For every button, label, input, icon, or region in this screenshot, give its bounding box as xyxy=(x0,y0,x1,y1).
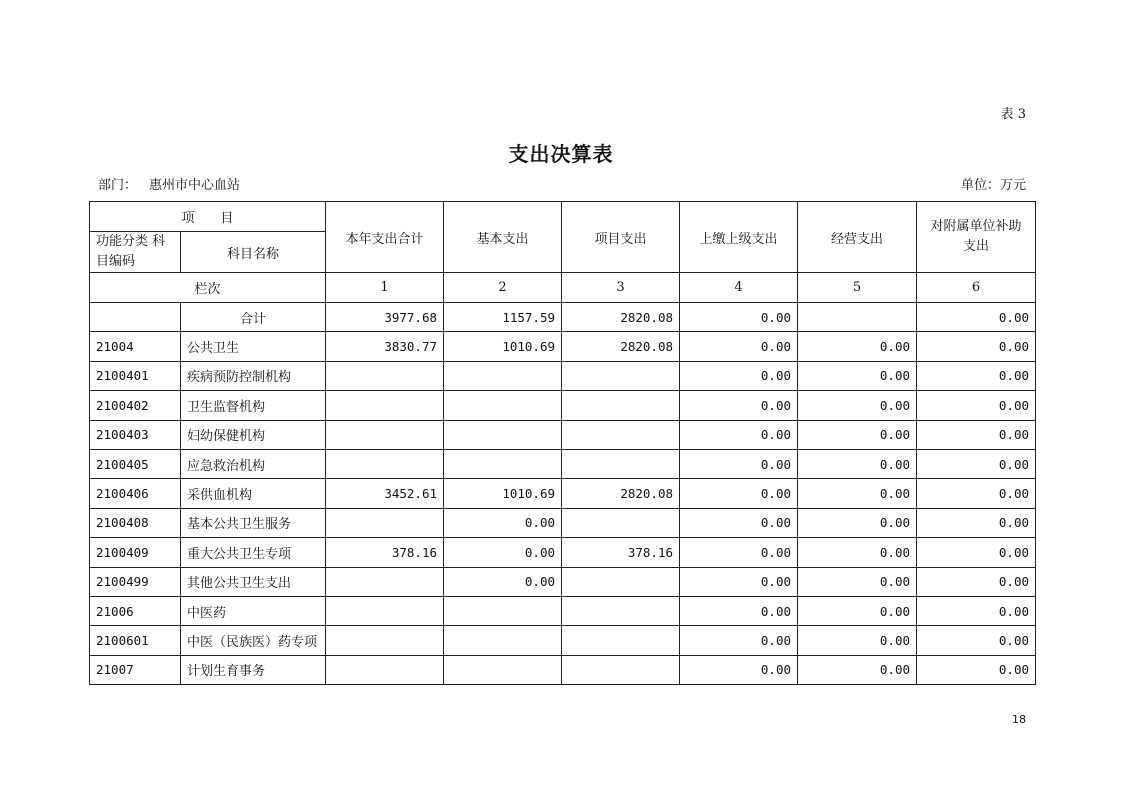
lanci-label: 栏次 xyxy=(90,273,326,303)
upper-cell: 0.00 xyxy=(680,420,798,449)
basic-cell xyxy=(444,361,562,390)
operating-cell: 0.00 xyxy=(798,626,917,655)
project-cell xyxy=(562,420,680,449)
unit-label: 单位：万元 xyxy=(960,178,1026,193)
basic-cell: 1010.69 xyxy=(444,332,562,361)
header-total: 本年支出合计 xyxy=(326,202,444,273)
upper-cell: 0.00 xyxy=(680,361,798,390)
upper-cell: 0.00 xyxy=(680,626,798,655)
basic-cell xyxy=(444,420,562,449)
total-cell xyxy=(326,508,444,537)
project-cell xyxy=(562,449,680,478)
project-cell xyxy=(562,391,680,420)
code-cell: 2100401 xyxy=(90,361,181,390)
col-number-4: 4 xyxy=(680,273,798,303)
operating-cell: 0.00 xyxy=(798,449,917,478)
upper-cell: 0.00 xyxy=(680,508,798,537)
subsidy-cell: 0.00 xyxy=(917,391,1036,420)
col-number-1: 1 xyxy=(326,273,444,303)
upper-cell: 0.00 xyxy=(680,391,798,420)
table-number: 表 3 xyxy=(1000,107,1026,122)
col-number-6: 6 xyxy=(917,273,1036,303)
basic-cell: 0.00 xyxy=(444,538,562,567)
total-cell xyxy=(326,449,444,478)
header-name: 科目名称 xyxy=(181,232,326,273)
name-cell: 计划生育事务 xyxy=(181,655,326,684)
subsidy-cell: 0.00 xyxy=(917,361,1036,390)
header-item: 项 目 xyxy=(90,202,326,232)
project-cell: 2820.08 xyxy=(562,479,680,508)
name-cell: 卫生监督机构 xyxy=(181,391,326,420)
header-row-1 xyxy=(90,202,1036,232)
subsidy-cell: 0.00 xyxy=(917,596,1036,625)
total-cell xyxy=(326,420,444,449)
project-cell xyxy=(562,626,680,655)
table-row xyxy=(90,626,1036,655)
total-cell xyxy=(326,391,444,420)
subsidy-cell: 0.00 xyxy=(917,626,1036,655)
header-project: 项目支出 xyxy=(562,202,680,273)
project-cell xyxy=(562,655,680,684)
header-code: 功能分类 科目编码 xyxy=(90,232,181,273)
code-cell: 21006 xyxy=(90,596,181,625)
table-row xyxy=(90,391,1036,420)
operating-cell: 0.00 xyxy=(798,420,917,449)
name-cell: 合计 xyxy=(181,303,326,332)
subsidy-cell: 0.00 xyxy=(917,449,1036,478)
code-cell: 2100409 xyxy=(90,538,181,567)
table-row xyxy=(90,508,1036,537)
total-cell: 378.16 xyxy=(326,538,444,567)
basic-cell: 1157.59 xyxy=(444,303,562,332)
name-cell: 应急救治机构 xyxy=(181,449,326,478)
operating-cell: 0.00 xyxy=(798,655,917,684)
col-number-5: 5 xyxy=(798,273,917,303)
basic-cell xyxy=(444,449,562,478)
table-row xyxy=(90,655,1036,684)
code-cell: 2100405 xyxy=(90,449,181,478)
total-cell xyxy=(326,626,444,655)
total-cell: 3830.77 xyxy=(326,332,444,361)
total-cell: 3977.68 xyxy=(326,303,444,332)
table-row xyxy=(90,332,1036,361)
project-cell: 2820.08 xyxy=(562,303,680,332)
project-cell xyxy=(562,508,680,537)
project-cell: 2820.08 xyxy=(562,332,680,361)
table-row xyxy=(90,567,1036,596)
project-cell: 378.16 xyxy=(562,538,680,567)
total-cell: 3452.61 xyxy=(326,479,444,508)
table-row xyxy=(90,596,1036,625)
total-cell xyxy=(326,361,444,390)
operating-cell: 0.00 xyxy=(798,361,917,390)
subsidy-cell: 0.00 xyxy=(917,420,1036,449)
table-row xyxy=(90,538,1036,567)
basic-cell xyxy=(444,655,562,684)
project-cell xyxy=(562,567,680,596)
expenditure-table xyxy=(89,201,1036,685)
header-subsidy: 对附属单位补助 支出 xyxy=(917,202,1036,273)
total-cell xyxy=(326,655,444,684)
code-cell: 2100408 xyxy=(90,508,181,537)
code-cell: 2100406 xyxy=(90,479,181,508)
lanci-row xyxy=(90,273,1036,303)
code-cell: 2100402 xyxy=(90,391,181,420)
subsidy-cell: 0.00 xyxy=(917,538,1036,567)
operating-cell: 0.00 xyxy=(798,596,917,625)
code-cell: 2100403 xyxy=(90,420,181,449)
operating-cell: 0.00 xyxy=(798,567,917,596)
operating-cell: 0.00 xyxy=(798,391,917,420)
name-cell: 中医药 xyxy=(181,596,326,625)
operating-cell: 0.00 xyxy=(798,538,917,567)
department-name: 惠州市中心血站 xyxy=(149,178,241,193)
table-row xyxy=(90,303,1036,332)
basic-cell xyxy=(444,596,562,625)
basic-cell: 0.00 xyxy=(444,508,562,537)
upper-cell: 0.00 xyxy=(680,449,798,478)
upper-cell: 0.00 xyxy=(680,303,798,332)
header-operating: 经营支出 xyxy=(798,202,917,273)
name-cell: 疾病预防控制机构 xyxy=(181,361,326,390)
basic-cell xyxy=(444,391,562,420)
subsidy-cell: 0.00 xyxy=(917,655,1036,684)
code-cell: 21004 xyxy=(90,332,181,361)
operating-cell: 0.00 xyxy=(798,479,917,508)
upper-cell: 0.00 xyxy=(680,479,798,508)
name-cell: 中医（民族医）药专项 xyxy=(181,626,326,655)
name-cell: 采供血机构 xyxy=(181,479,326,508)
operating-cell xyxy=(798,303,917,332)
subsidy-cell: 0.00 xyxy=(917,508,1036,537)
total-cell xyxy=(326,596,444,625)
subsidy-cell: 0.00 xyxy=(917,332,1036,361)
upper-cell: 0.00 xyxy=(680,332,798,361)
code-cell: 2100499 xyxy=(90,567,181,596)
project-cell xyxy=(562,361,680,390)
subsidy-cell: 0.00 xyxy=(917,479,1036,508)
code-cell: 21007 xyxy=(90,655,181,684)
operating-cell: 0.00 xyxy=(798,508,917,537)
code-cell xyxy=(90,303,181,332)
table-row xyxy=(90,420,1036,449)
table-row xyxy=(90,449,1036,478)
header-upper: 上缴上级支出 xyxy=(680,202,798,273)
basic-cell: 0.00 xyxy=(444,567,562,596)
name-cell: 公共卫生 xyxy=(181,332,326,361)
operating-cell: 0.00 xyxy=(798,332,917,361)
upper-cell: 0.00 xyxy=(680,655,798,684)
name-cell: 其他公共卫生支出 xyxy=(181,567,326,596)
name-cell: 基本公共卫生服务 xyxy=(181,508,326,537)
table-row xyxy=(90,361,1036,390)
subsidy-cell: 0.00 xyxy=(917,303,1036,332)
header-basic: 基本支出 xyxy=(444,202,562,273)
name-cell: 妇幼保健机构 xyxy=(181,420,326,449)
upper-cell: 0.00 xyxy=(680,567,798,596)
subsidy-cell: 0.00 xyxy=(917,567,1036,596)
department-line xyxy=(98,174,240,193)
basic-cell xyxy=(444,626,562,655)
name-cell: 重大公共卫生专项 xyxy=(181,538,326,567)
department-label: 部门： xyxy=(98,178,138,193)
page-title: 支出决算表 xyxy=(508,142,614,166)
code-cell: 2100601 xyxy=(90,626,181,655)
col-number-3: 3 xyxy=(562,273,680,303)
upper-cell: 0.00 xyxy=(680,596,798,625)
basic-cell: 1010.69 xyxy=(444,479,562,508)
total-cell xyxy=(326,567,444,596)
page-number: 18 xyxy=(1012,713,1026,726)
col-number-2: 2 xyxy=(444,273,562,303)
table-row xyxy=(90,479,1036,508)
project-cell xyxy=(562,596,680,625)
upper-cell: 0.00 xyxy=(680,538,798,567)
